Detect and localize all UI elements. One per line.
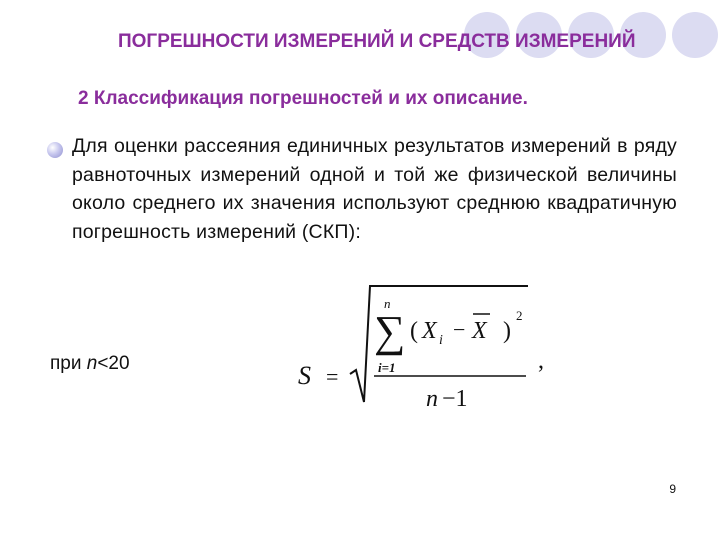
term-open: ( xyxy=(410,318,418,344)
formula-lhs: S xyxy=(298,361,311,390)
sigma-symbol: ∑ xyxy=(374,307,406,356)
minus-sign: − xyxy=(453,317,466,342)
formula-equals: = xyxy=(326,364,339,389)
slide-title: ПОГРЕШНОСТИ ИЗМЕРЕНИЙ И СРЕДСТВ ИЗМЕРЕНИЙ xyxy=(118,31,636,52)
sum-lower: i=1 xyxy=(378,360,396,375)
slide-subtitle: 2 Классификация погрешностей и их описание. xyxy=(78,88,528,109)
term-close: ) xyxy=(503,318,511,344)
condition-suffix: <20 xyxy=(97,353,130,374)
condition-label xyxy=(50,353,130,375)
condition-prefix: при xyxy=(50,353,87,374)
bullet-icon xyxy=(47,142,63,158)
formula-comma: , xyxy=(538,348,544,374)
denominator-rest: −1 xyxy=(442,386,468,412)
x-bar: X xyxy=(472,318,487,344)
body-paragraph: Для оценки рассеяния единичных результатов измерений в ряду равноточных измерений одной и той же физической величины около среднего их значения используют среднюю квадратичную погрешность измерений (СКП): xyxy=(72,135,677,243)
rms-error-formula xyxy=(290,280,570,420)
denominator-n: n xyxy=(426,386,438,412)
power: 2 xyxy=(516,308,523,323)
sum-upper: n xyxy=(384,296,391,311)
page-number: 9 xyxy=(669,482,676,496)
x-i: X xyxy=(422,318,437,344)
decor-circle xyxy=(672,12,718,58)
condition-variable: n xyxy=(86,353,98,374)
x-i-subscript: i xyxy=(439,333,443,348)
